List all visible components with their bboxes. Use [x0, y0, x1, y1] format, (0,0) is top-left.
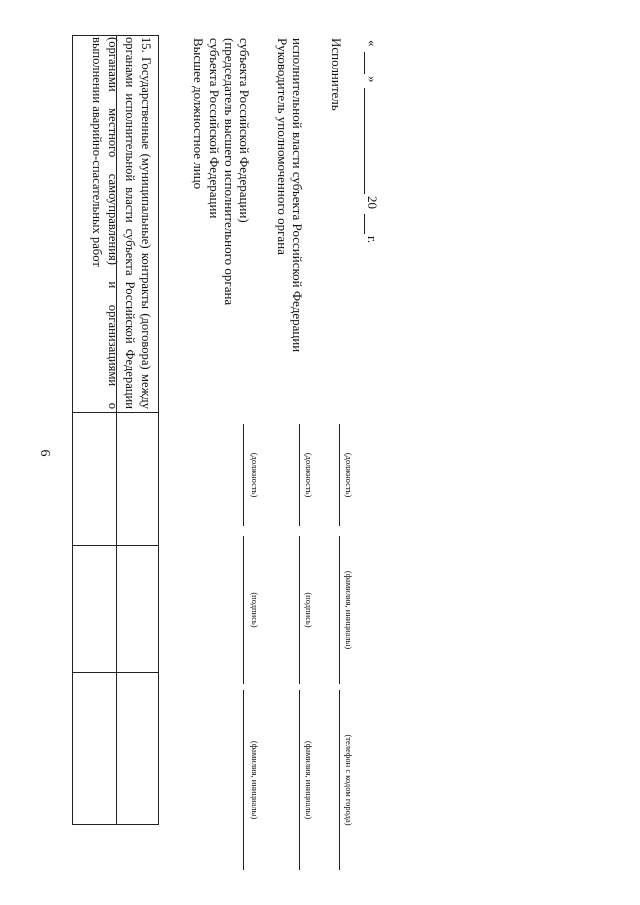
- caption-name: (фамилия, инициалы): [250, 740, 260, 820]
- page-number: 6: [37, 449, 52, 457]
- caption-signature: (подпись): [250, 592, 260, 628]
- date-century: 20: [365, 196, 380, 209]
- caption-position: (должность): [304, 452, 314, 498]
- date-suffix: г.: [365, 236, 380, 244]
- caption-position: (должность): [344, 452, 354, 498]
- caption-phone: (телефон с кодом города): [344, 734, 354, 826]
- caption-name: (фамилия, инициалы): [344, 570, 354, 650]
- signature-authority-line-1: Руководитель уполномоченного органа: [275, 38, 290, 255]
- signature-executor-label: Исполнитель: [329, 38, 344, 111]
- date-close-quote: »: [365, 76, 380, 83]
- caption-signature: (подпись): [304, 592, 314, 628]
- signature-head-line-4: субъекта Российской Федерации): [237, 38, 252, 223]
- caption-position: (должность): [250, 452, 260, 498]
- date-open-quote: «: [365, 40, 380, 47]
- caption-name: (фамилия, инициалы): [304, 740, 314, 820]
- table-row-15-label: 15. Государственные (муниципальные) контракты (договора) между органами исполнительной власти субъекта Российской Федерации (органами местного самоуправления) и организациями о выполнении аварийно-спасательных работ: [89, 37, 153, 409]
- signature-authority-line-2: исполнительной власти субъекта Российской Федерации: [290, 38, 305, 353]
- signature-head-line-2: субъекта Российской Федерации: [207, 38, 222, 219]
- signature-head-line-3: (председатель высшего исполнительного органа: [222, 38, 237, 306]
- signature-head-line-1: Высшее должностное лицо: [191, 38, 206, 190]
